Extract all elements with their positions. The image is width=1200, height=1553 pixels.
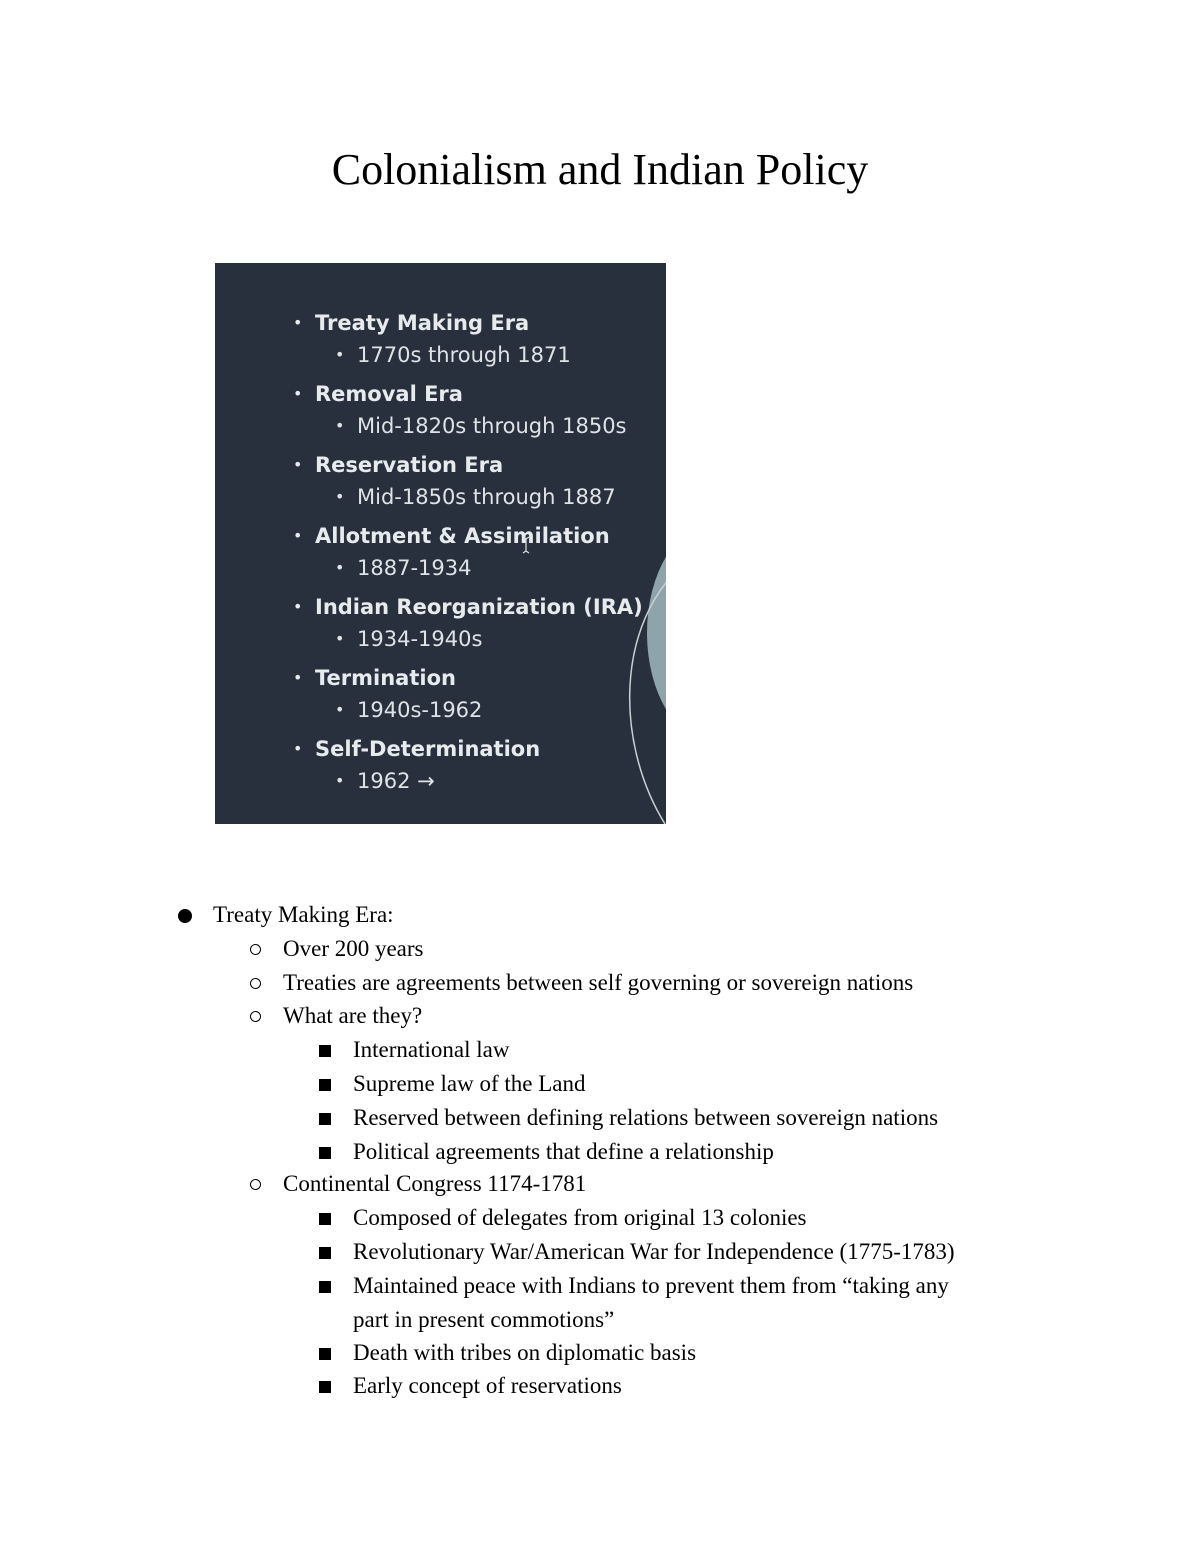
page-title: Colonialism and Indian Policy — [331, 145, 869, 194]
list-item-continuation: part in present commotions” — [353, 1307, 615, 1332]
era-dates: • Mid-1850s through 1887 — [335, 485, 616, 509]
bullet-icon — [250, 1011, 261, 1022]
era-dates: • 1934-1940s — [335, 627, 483, 651]
era-dates: • 1770s through 1871 — [335, 343, 571, 367]
list-item: Supreme law of the Land — [353, 1071, 586, 1096]
list-item: Continental Congress 1174-1781 — [283, 1171, 587, 1196]
era-item: • Reservation Era — [293, 453, 504, 477]
era-item: • Self-Determination — [293, 737, 541, 761]
era-dates: • Mid-1820s through 1850s — [335, 414, 627, 438]
list-item: Reserved between defining relations between sovereign nations — [353, 1105, 939, 1130]
list-item: What are they? — [283, 1003, 423, 1028]
list-item: Over 200 years — [283, 936, 424, 961]
era-item: • Treaty Making Era — [293, 311, 530, 335]
list-item: Revolutionary War/American War for Independence (1775-1783) — [353, 1239, 955, 1264]
bullet-icon — [250, 978, 261, 989]
bullet-icon — [178, 909, 192, 923]
era-item: • Termination — [293, 666, 456, 690]
slide-image — [215, 263, 666, 824]
era-item: • Removal Era — [293, 382, 463, 406]
list-item: International law — [353, 1037, 510, 1062]
era-dates: • 1940s-1962 — [335, 698, 483, 722]
bullet-icon — [319, 1247, 331, 1259]
list-item: Maintained peace with Indians to prevent them from “taking any — [353, 1273, 949, 1298]
list-item: Political agreements that define a relationship — [353, 1139, 774, 1164]
bullet-icon — [319, 1281, 331, 1293]
bullet-icon — [319, 1079, 331, 1091]
bullet-icon — [319, 1348, 331, 1360]
list-item: Treaties are agreements between self governing or sovereign nations — [283, 970, 914, 995]
decorative-circle — [647, 523, 666, 743]
list-item: Early concept of reservations — [353, 1373, 622, 1398]
bullet-icon — [319, 1381, 331, 1393]
bullet-icon — [250, 1179, 261, 1190]
era-item: • Indian Reorganization (IRA) — [293, 595, 643, 619]
bullet-icon — [250, 944, 261, 955]
bullet-icon — [319, 1213, 331, 1225]
era-dates: • 1962 → — [335, 769, 435, 793]
text-cursor-icon — [522, 536, 530, 554]
bullet-icon — [319, 1113, 331, 1125]
list-item: Composed of delegates from original 13 colonies — [353, 1205, 807, 1230]
bullet-icon — [319, 1147, 331, 1159]
era-item: • Allotment & Assimilation — [293, 524, 610, 548]
list-heading: Treaty Making Era: — [213, 902, 394, 927]
era-dates: • 1887-1934 — [335, 556, 472, 580]
list-item: Death with tribes on diplomatic basis — [353, 1340, 697, 1365]
bullet-icon — [319, 1045, 331, 1057]
